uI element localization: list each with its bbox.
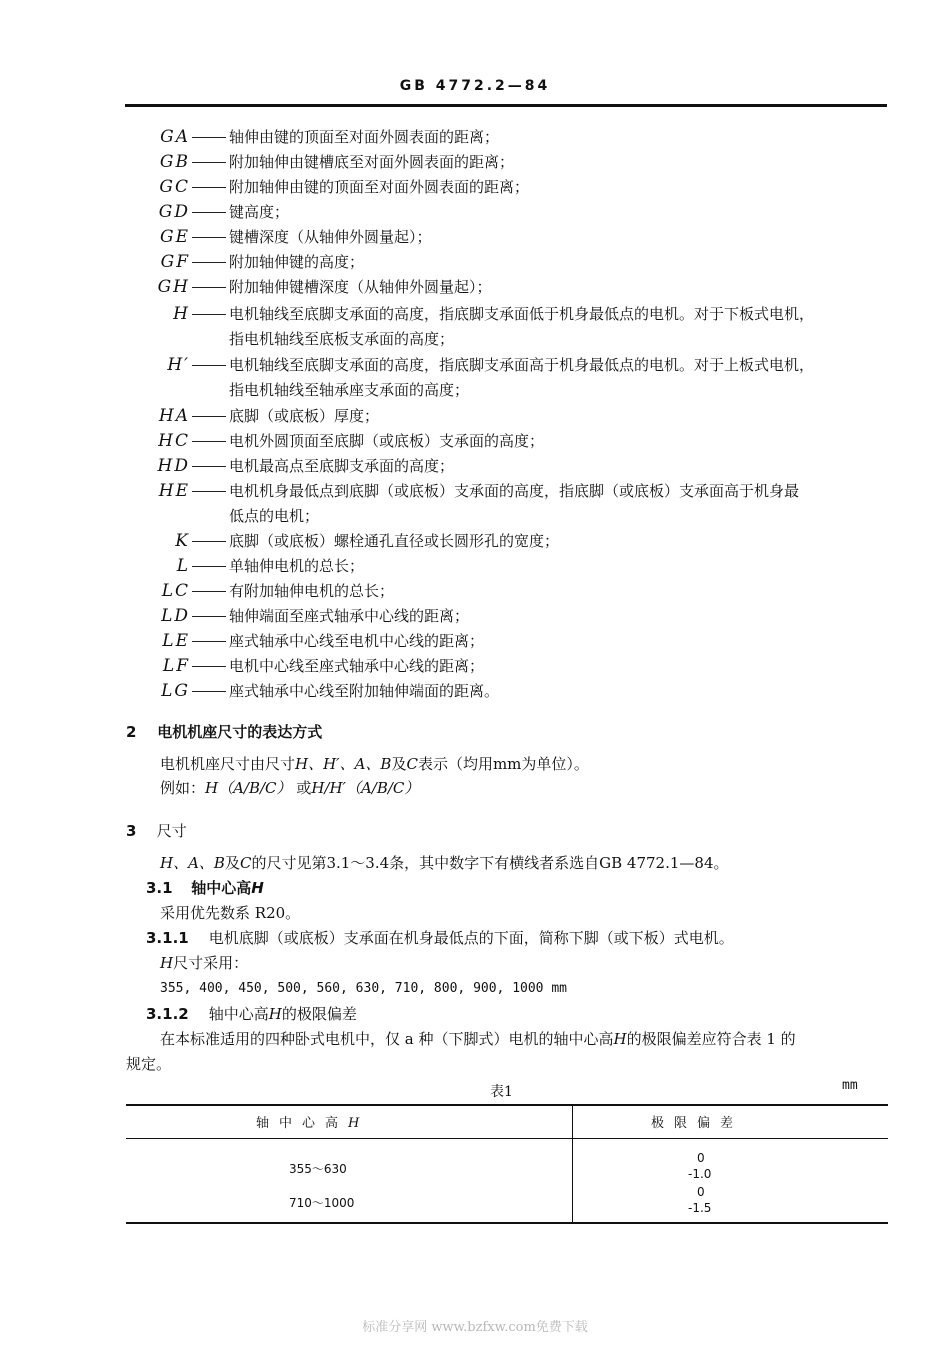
definition-symbol: GH bbox=[157, 277, 190, 297]
text-run: 在本标准适用的四种卧式电机中，仅 a 种（下脚式）电机的轴中心高 bbox=[160, 1030, 614, 1048]
definition-text: 键槽深度（从轴伸外圆量起）； bbox=[229, 228, 432, 246]
dash-separator bbox=[192, 541, 226, 542]
math-expression: H/H′（A/B/C） bbox=[311, 779, 420, 797]
table-unit: mm bbox=[842, 1078, 858, 1093]
dash-separator bbox=[192, 137, 226, 138]
table-cell-range: 710～1000 bbox=[289, 1196, 355, 1210]
section-3-1-text: 采用优先数系 R20。 bbox=[160, 904, 301, 922]
definition-symbol: HD bbox=[157, 456, 190, 476]
definition-text: 座式轴承中心线至附加轴伸端面的距离。 bbox=[229, 682, 500, 700]
table-header-height bbox=[256, 1112, 359, 1131]
dash-separator bbox=[192, 441, 226, 442]
definition-symbol: GA bbox=[160, 127, 190, 147]
definition-text: 电机外圆顶面至底脚（或底板）支承面的高度； bbox=[229, 432, 545, 450]
text-run: 的尺寸见第3.1～3.4条，其中数字下有横线者系选自GB 4772.1—84。 bbox=[251, 854, 729, 872]
definition-text: 轴伸端面至座式轴承中心线的距离； bbox=[229, 607, 470, 625]
text-run: 表示（均用mm为单位）。 bbox=[417, 755, 589, 773]
section-3-1-2-paragraph bbox=[160, 1027, 796, 1051]
definition-text: 电机机身最低点到底脚（或底板）支承面的高度，指底脚（或底板）支承面高于机身最 bbox=[229, 482, 800, 500]
math-symbol: H bbox=[348, 1116, 360, 1131]
section-number: 3.1.2 bbox=[146, 1005, 189, 1023]
math-symbol: H bbox=[268, 1005, 282, 1023]
header-text: 轴中心高 bbox=[256, 1116, 349, 1131]
section-3-1-1 bbox=[146, 926, 734, 950]
table-rule-top bbox=[126, 1104, 888, 1106]
table-rule-header bbox=[126, 1138, 888, 1139]
definition-text: 电机最高点至底脚支承面的高度； bbox=[229, 457, 455, 475]
section-text: 电机底脚（或底板）支承面在机身最低点的下面，简称下脚（或下板）式电机。 bbox=[208, 929, 734, 947]
definition-text-continued: 指电机轴线至轴承座支承面的高度； bbox=[229, 381, 470, 399]
dash-separator bbox=[192, 491, 226, 492]
table-cell-lower: -1.5 bbox=[688, 1201, 712, 1215]
dash-separator bbox=[192, 287, 226, 288]
table-cell-upper: 0 bbox=[697, 1151, 705, 1165]
dash-separator bbox=[192, 237, 226, 238]
definition-symbol: GF bbox=[160, 252, 190, 272]
tolerance-table bbox=[126, 1104, 888, 1224]
definition-text: 轴伸由键的顶面至对面外圆表面的距离； bbox=[229, 128, 500, 146]
table-column-divider bbox=[572, 1104, 573, 1224]
table-rule-bottom bbox=[126, 1222, 888, 1224]
math-symbol: C bbox=[406, 755, 418, 773]
text-run: 或 bbox=[296, 779, 312, 797]
section-3-1-heading bbox=[146, 876, 264, 900]
definition-symbol: LG bbox=[161, 681, 190, 701]
text-run: 的极限偏差 bbox=[281, 1005, 357, 1023]
section-3-heading bbox=[126, 819, 187, 843]
definition-symbol: GC bbox=[159, 177, 190, 197]
definition-text: 电机轴线至底脚支承面的高度，指底脚支承面低于机身最低点的电机。对于下板式电机， bbox=[229, 305, 815, 323]
definition-text: 电机中心线至座式轴承中心线的距离； bbox=[229, 657, 485, 675]
dash-separator bbox=[192, 591, 226, 592]
watermark-footer: 标准分享网 www.bzfxw.com免费下载 bbox=[362, 1320, 588, 1335]
definition-text: 附加轴伸由键槽底至对面外圆表面的距离； bbox=[229, 153, 515, 171]
section-3-1-2-heading bbox=[146, 1002, 357, 1026]
definition-symbol: LE bbox=[162, 631, 190, 651]
text-run: 及 bbox=[391, 755, 407, 773]
text-run: 的极限偏差应符合表 1 的 bbox=[626, 1030, 796, 1048]
text-run: 电机机座尺寸由尺寸 bbox=[160, 755, 296, 773]
table-cell-range: 355～630 bbox=[289, 1162, 347, 1176]
definition-symbol: HE bbox=[158, 481, 190, 501]
section-number: 3.1.1 bbox=[146, 929, 189, 947]
section-number: 3 bbox=[126, 822, 137, 840]
section-2-paragraph bbox=[160, 752, 589, 776]
dash-separator bbox=[192, 365, 226, 366]
definition-symbol: HC bbox=[158, 431, 190, 451]
definition-symbol: H′ bbox=[167, 355, 190, 375]
section-3-paragraph bbox=[160, 851, 729, 875]
math-expression: H（A/B/C） bbox=[205, 779, 292, 797]
definition-text: 底脚（或底板）厚度； bbox=[229, 407, 380, 425]
math-symbol: H bbox=[160, 954, 174, 972]
text-run: 例如： bbox=[160, 779, 206, 797]
definition-symbol: HA bbox=[158, 406, 190, 426]
definition-text-continued: 低点的电机； bbox=[229, 507, 320, 525]
table-header-deviation: 极限偏差 bbox=[651, 1116, 744, 1131]
definition-text: 电机轴线至底脚支承面的高度，指底脚支承面高于机身最低点的电机。对于上板式电机， bbox=[229, 356, 815, 374]
dash-separator bbox=[192, 616, 226, 617]
math-symbols: H、A、B bbox=[160, 854, 225, 872]
definition-text: 座式轴承中心线至电机中心线的距离； bbox=[229, 632, 485, 650]
definition-text: 附加轴伸键的高度； bbox=[229, 253, 365, 271]
definition-text: 附加轴伸由键的顶面至对面外圆表面的距离； bbox=[229, 178, 530, 196]
text-run: 轴中心高 bbox=[208, 1005, 269, 1023]
definition-text: 附加轴伸键槽深度（从轴伸外圆量起）； bbox=[229, 278, 492, 296]
definition-text: 有附加轴伸电机的总长； bbox=[229, 582, 395, 600]
section-title: 轴中心高 bbox=[191, 879, 252, 897]
text-run: 及 bbox=[224, 854, 240, 872]
dash-separator bbox=[192, 187, 226, 188]
definition-symbol: LC bbox=[161, 581, 190, 601]
standard-number-header: GB 4772.2—84 bbox=[399, 78, 551, 94]
dash-separator bbox=[192, 641, 226, 642]
dash-separator bbox=[192, 212, 226, 213]
definition-symbol: GB bbox=[159, 152, 190, 172]
definition-symbol: H bbox=[173, 304, 190, 324]
section-title: 尺寸 bbox=[156, 822, 187, 840]
definition-text: 底脚（或底板）螺栓通孔直径或长圆形孔的宽度； bbox=[229, 532, 560, 550]
section-3-1-1-line2 bbox=[160, 951, 248, 975]
math-symbol: H bbox=[613, 1030, 627, 1048]
definition-symbol: GE bbox=[160, 227, 190, 247]
section-number: 3.1 bbox=[146, 879, 173, 897]
definition-text-continued: 指电机轴线至底板支承面的高度； bbox=[229, 330, 455, 348]
section-3-1-2-paragraph-end: 规定。 bbox=[126, 1055, 172, 1073]
definition-symbol: LF bbox=[162, 656, 190, 676]
dash-separator bbox=[192, 466, 226, 467]
section-2-heading bbox=[126, 720, 322, 744]
definition-symbol: LD bbox=[161, 606, 190, 626]
section-2-example bbox=[160, 776, 419, 800]
definition-symbol: K bbox=[175, 531, 190, 551]
dash-separator bbox=[192, 691, 226, 692]
definition-symbol: GD bbox=[158, 202, 190, 222]
dash-separator bbox=[192, 416, 226, 417]
definition-symbol: L bbox=[176, 556, 190, 576]
text-run: 尺寸采用： bbox=[173, 954, 249, 972]
dash-separator bbox=[192, 566, 226, 567]
table-cell-upper: 0 bbox=[697, 1185, 705, 1199]
height-values-list: 355, 400, 450, 500, 560, 630, 710, 800, 900, 1000 mm bbox=[160, 981, 567, 996]
math-symbol: C bbox=[239, 854, 252, 872]
dash-separator bbox=[192, 262, 226, 263]
section-number: 2 bbox=[126, 723, 137, 741]
table-caption: 表1 bbox=[490, 1084, 513, 1100]
header-rule bbox=[125, 104, 887, 107]
definition-text: 单轴伸电机的总长； bbox=[229, 557, 365, 575]
table-cell-lower: -1.0 bbox=[688, 1167, 712, 1181]
dash-separator bbox=[192, 666, 226, 667]
definition-text: 键高度； bbox=[229, 203, 290, 221]
dash-separator bbox=[192, 314, 226, 315]
math-symbol: H bbox=[251, 879, 264, 897]
math-symbols: H、H′、A、B bbox=[295, 755, 392, 773]
dash-separator bbox=[192, 162, 226, 163]
section-title: 电机机座尺寸的表达方式 bbox=[157, 723, 323, 741]
